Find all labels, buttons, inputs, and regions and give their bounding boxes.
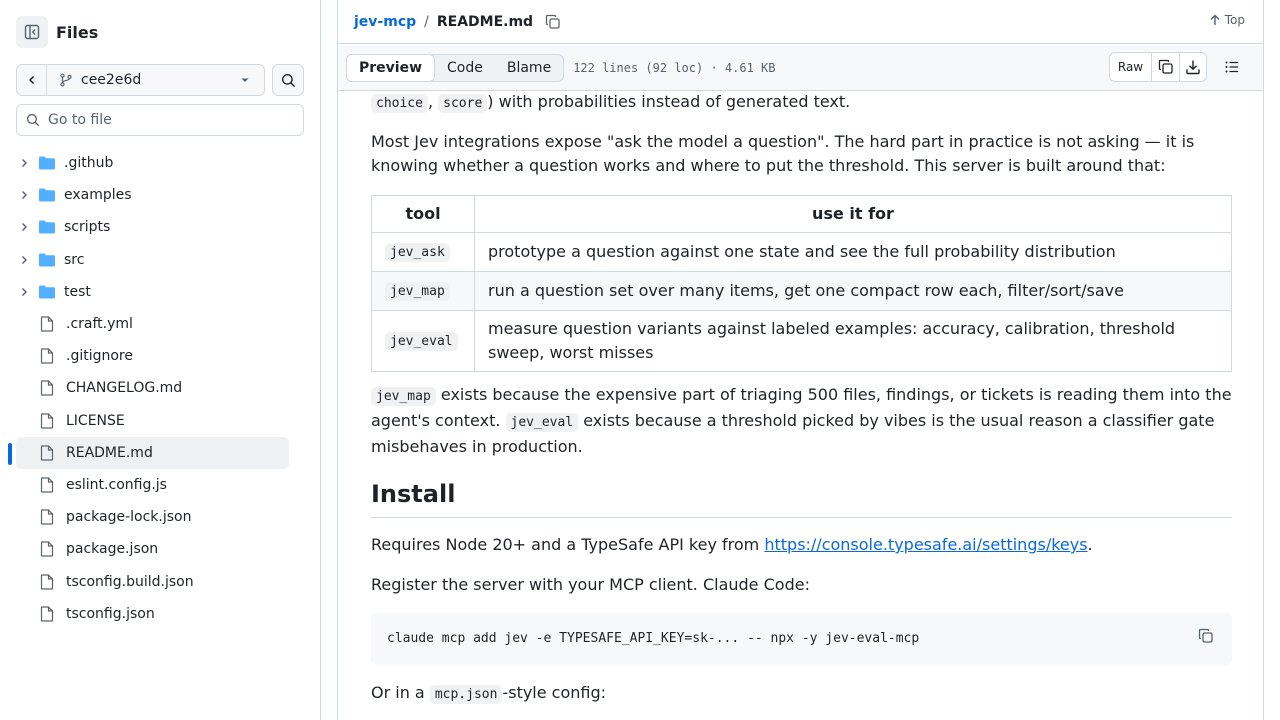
file-icon	[40, 541, 58, 557]
text: -style config:	[502, 683, 607, 702]
paragraph: Most Jev integrations expose "ask the model a question". The hard part in practice is not asking — it is knowing whether a question works and where to put the threshold. This server is built around that:	[371, 132, 1195, 175]
file-icon	[40, 574, 58, 590]
folder-icon	[38, 187, 56, 203]
tree-file-tsconfig[interactable]	[16, 598, 289, 630]
paragraph	[371, 91, 850, 116]
sidebar-title: Files	[56, 22, 99, 42]
tree-item-label: examples	[64, 187, 132, 204]
inline-code: mcp.json	[430, 685, 503, 704]
tree-item-label: src	[64, 251, 85, 268]
file-action-group	[1109, 52, 1207, 82]
list-icon	[1224, 59, 1240, 75]
arrow-up-icon	[1209, 14, 1221, 26]
inline-code: jev_eval	[506, 413, 579, 432]
tree-file-license[interactable]	[16, 405, 289, 437]
outline-button[interactable]	[1217, 52, 1247, 82]
table-cell: measure question variants against labeled examples: accuracy, calibration, threshold sweep, worst misses	[475, 311, 1232, 372]
inline-code: jev_eval	[385, 332, 458, 351]
branch-row	[16, 64, 304, 96]
back-to-top-link[interactable]	[1209, 13, 1245, 27]
table-row	[372, 233, 1232, 272]
folder-icon	[38, 155, 56, 171]
tree-item-label: tsconfig.json	[66, 605, 155, 622]
back-button[interactable]	[17, 65, 47, 95]
go-to-file-input[interactable]	[48, 112, 288, 128]
branch-selector	[16, 64, 265, 96]
table-cell	[372, 233, 475, 272]
search-icon	[281, 73, 296, 88]
tree-folder-test[interactable]	[16, 276, 289, 308]
file-icon	[40, 380, 58, 396]
tree-folder-src[interactable]	[16, 244, 289, 276]
text: Or in a	[371, 683, 430, 702]
tree-item-label: scripts	[64, 219, 111, 236]
inline-code: jev_ask	[385, 243, 450, 262]
table-header: use it for	[475, 196, 1232, 233]
download-icon	[1185, 59, 1201, 75]
tree-file-package-json[interactable]	[16, 533, 289, 565]
tree-item-label: CHANGELOG.md	[66, 380, 183, 397]
sidebar-collapse-icon	[24, 24, 40, 40]
branch-name: cee2e6d	[81, 72, 142, 88]
table-header-row	[372, 196, 1232, 233]
file-icon	[40, 445, 58, 461]
tree-item-label: LICENSE	[66, 412, 125, 429]
table-cell: run a question set over many items, get one compact row each, filter/sort/save	[475, 272, 1232, 311]
file-viewer	[337, 0, 1264, 720]
tree-item-label: package.json	[66, 541, 159, 558]
tree-item-label: .craft.yml	[66, 316, 133, 333]
file-header	[338, 0, 1263, 44]
folder-icon	[38, 252, 56, 268]
chevron-right-icon[interactable]	[16, 255, 32, 265]
readme-content	[371, 91, 1232, 720]
inline-code: jev_map	[371, 387, 436, 406]
breadcrumb-file-name: README.md	[436, 13, 534, 30]
search-icon	[26, 113, 40, 127]
file-icon	[40, 316, 58, 332]
paragraph: Register the server with your MCP client. Claude Code:	[371, 575, 810, 594]
breadcrumb-separator: /	[424, 13, 429, 30]
file-tree-sidebar	[0, 0, 321, 720]
table-cell	[372, 272, 475, 311]
tab-blame[interactable]: Blame	[506, 59, 552, 76]
inline-code: score	[438, 94, 487, 113]
inline-code: jev_map	[385, 282, 450, 301]
text: exists because a threshold picked by vibes is the usual reason a classifier gate misbehaves in production.	[371, 411, 1215, 456]
tree-file-package-lock[interactable]	[16, 501, 289, 533]
tree-item-label: README.md	[66, 444, 153, 461]
branch-dropdown[interactable]	[47, 65, 264, 95]
table-row	[372, 272, 1232, 311]
inline-code: choice	[371, 94, 428, 113]
tree-item-label: .gitignore	[66, 348, 133, 365]
api-keys-link[interactable]: https://console.typesafe.ai/settings/keys	[764, 535, 1088, 554]
table-cell	[372, 311, 475, 372]
tree-item-label: eslint.config.js	[66, 476, 167, 493]
breadcrumb-repo-link[interactable]: jev-mcp	[354, 13, 417, 30]
tree-item-label: test	[64, 283, 91, 300]
tree-item-label: .github	[64, 155, 114, 172]
paragraph	[371, 533, 1093, 557]
folder-icon	[38, 219, 56, 235]
tab-code[interactable]: Code	[447, 59, 483, 76]
tree-folder-examples[interactable]	[16, 179, 289, 211]
chevron-right-icon[interactable]	[16, 158, 32, 168]
paragraph	[371, 383, 1232, 459]
text: ,	[427, 92, 434, 111]
text: ) with probabilities instead of generated text.	[487, 92, 851, 111]
caret-down-icon	[240, 75, 250, 85]
tree-file-changelog[interactable]	[16, 372, 289, 404]
code-block	[371, 613, 1232, 665]
paragraph	[371, 681, 606, 707]
tree-file-gitignore[interactable]	[16, 340, 289, 372]
copy-raw-button[interactable]	[1152, 53, 1179, 81]
chevron-left-icon	[26, 74, 38, 86]
text: Requires Node 20+ and a TypeSafe API key from	[371, 535, 765, 554]
chevron-right-icon[interactable]	[16, 190, 32, 200]
table-cell: prototype a question against one state and see the full probability distribution	[475, 233, 1232, 272]
raw-button[interactable]: Raw	[1110, 53, 1152, 81]
tab-preview[interactable]: Preview	[346, 54, 435, 82]
tree-folder-scripts[interactable]	[16, 211, 289, 243]
copy-path-button[interactable]	[545, 14, 561, 30]
folder-icon	[38, 284, 56, 300]
chevron-right-icon[interactable]	[16, 287, 32, 297]
file-tree	[16, 147, 289, 630]
text: .	[1087, 535, 1093, 554]
top-label: Top	[1224, 13, 1245, 27]
file-icon	[40, 477, 58, 493]
copy-icon	[1158, 59, 1174, 75]
tree-item-label: tsconfig.build.json	[66, 573, 194, 590]
table-row	[372, 311, 1232, 372]
sidebar-header	[16, 16, 98, 48]
chevron-right-icon[interactable]	[16, 222, 32, 232]
download-button[interactable]	[1179, 53, 1206, 81]
table-header: tool	[372, 196, 475, 233]
file-icon	[40, 509, 58, 525]
section-heading-install: Install	[371, 476, 1232, 518]
tree-file-craft-yml[interactable]	[16, 308, 289, 340]
copy-code-button[interactable]	[1196, 626, 1216, 646]
tree-file-tsconfig-build[interactable]	[16, 565, 289, 597]
file-icon	[40, 348, 58, 364]
file-stats: 122 lines (92 loc) · 4.61 KB	[573, 60, 776, 75]
file-toolbar	[338, 45, 1263, 91]
file-actions	[1109, 52, 1247, 82]
tree-file-eslint-config[interactable]	[16, 469, 289, 501]
view-mode-switcher	[346, 54, 564, 82]
search-files-button[interactable]	[272, 64, 304, 96]
tree-file-readme[interactable]	[16, 437, 289, 469]
file-icon	[40, 413, 58, 429]
file-icon	[40, 606, 58, 622]
collapse-sidebar-button[interactable]	[16, 16, 48, 48]
copy-icon	[545, 14, 561, 30]
tools-table	[371, 195, 1232, 372]
tree-item-label: package-lock.json	[66, 509, 192, 526]
git-branch-icon	[59, 73, 73, 87]
text: exists because the expensive part of triaging 500 files, findings, or tickets is reading them into the agent's context.	[371, 385, 1232, 430]
active-indicator	[8, 443, 12, 465]
go-to-file-field[interactable]	[16, 104, 304, 136]
tree-folder-github[interactable]	[16, 147, 289, 179]
code-text[interactable]: claude mcp add jev -e TYPESAFE_API_KEY=sk-... -- npx -y jev-eval-mcp	[387, 631, 920, 646]
copy-icon	[1198, 628, 1214, 644]
